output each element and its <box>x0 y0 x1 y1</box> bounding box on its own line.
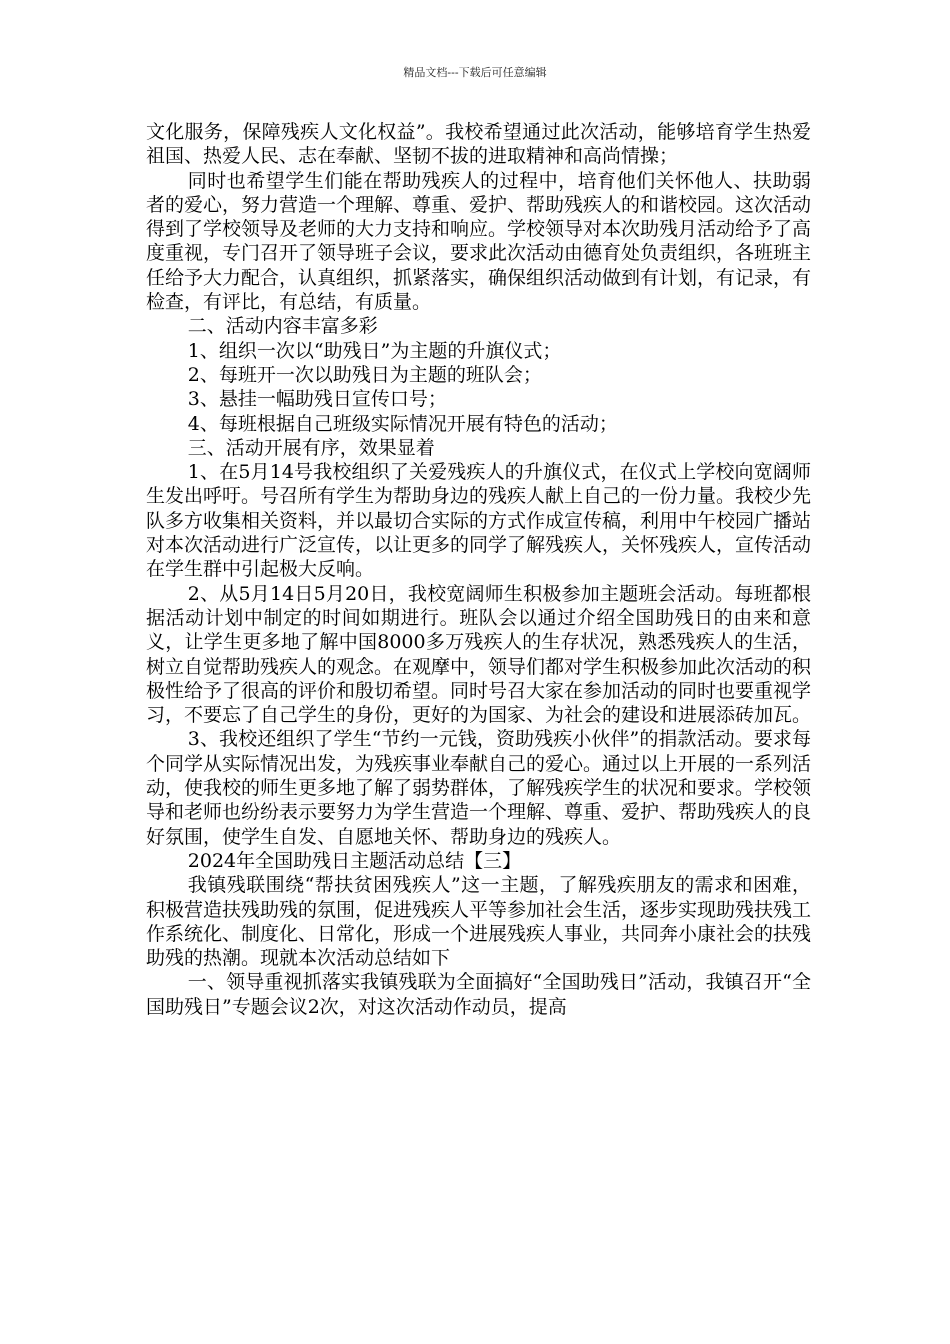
section-heading: 二、活动内容丰富多彩 <box>187 315 378 338</box>
section-heading: 三、活动开展有序，效果显着 <box>187 436 435 459</box>
paragraph: 3、我校还组织了学生“节约一元钱，资助残疾小伙伴”的捐款活动。要求每个同学从实际情况出发，为残疾事业奉献自己的爱心。通过以上开展的一系列活动，使我校的师生更多地了解了弱势群体，了解残疾学生的状况和要求。学校领导和老师也纷纷表示要努力为学生营造一个理解、尊重、爱护、帮助残疾人的良好氛围，使学生自发、自愿地关怀、帮助身边的残疾人。 <box>146 728 812 848</box>
paragraph: 同时也希望学生们能在帮助残疾人的过程中，培育他们关怀他人、扶助弱者的爱心，努力营造一个理解、尊重、爱护、帮助残疾人的和谐校园。这次活动得到了学校领导及老师的大力支持和响应。学校领导对本次助残月活动给予了高度重视，专门召开了领导班子会议，要求此次活动由德育处负责组织，各班班主任给予大力配合，认真组织，抓紧落实，确保组织活动做到有计划，有记录，有检查，有评比，有总结，有质量。 <box>146 169 812 314</box>
paragraph: 一、领导重视抓落实我镇残联为全面搞好“全国助残日”活动，我镇召开“全国助残日”专题会议2次，对这次活动作动员，提高 <box>146 971 811 1018</box>
paragraph: 文化服务，保障残疾人文化权益”。我校希望通过此次活动，能够培育学生热爱祖国、热爱人民、志在奉献、坚韧不拔的进取精神和高尚情操； <box>146 121 811 168</box>
paragraph: 1、在5月14号我校组织了关爱残疾人的升旗仪式，在仪式上学校向宽阔师生发出呼吁。号召所有学生为帮助身边的残疾人献上自己的一份力量。我校少先队多方收集相关资料，并以最切合实际的方式作成宣传稿，利用中午校园广播站对本次活动进行广泛宣传，以让更多的同学了解残疾人，关怀残疾人，宣传活动在学生群中引起极大反响。 <box>146 461 812 581</box>
section-title: 2024年全国助残日主题活动总结【三】 <box>187 849 522 872</box>
list-item: 2、每班开一次以助残日为主题的班队会； <box>187 363 542 386</box>
list-item: 4、每班根据自己班级实际情况开展有特色的活动； <box>187 412 618 435</box>
document-body <box>146 120 811 1019</box>
list-item: 3、悬挂一幅助残日宣传口号； <box>187 388 447 411</box>
list-item: 1、组织一次以“助残日”为主题的升旗仪式； <box>187 339 562 362</box>
paragraph: 我镇残联围绕“帮扶贫困残疾人”这一主题，了解残疾朋友的需求和困难，积极营造扶残助残的氛围，促进残疾人平等参加社会生活，逐步实现助残扶残工作系统化、制度化、日常化，形成一个进展残疾人事业，共同奔小康社会的扶残助残的热潮。现就本次活动总结如下 <box>146 874 812 970</box>
page-header: 精品文档---下载后可任意编辑 <box>403 66 547 79</box>
paragraph: 2、从5月14日5月20日，我校宽阔师生积极参加主题班会活动。每班都根据活动计划中制定的时间如期进行。班队会以通过介绍全国助残日的由来和意义，让学生更多地了解中国8000多万残疾人的生存状况，熟悉残疾人的生活，树立自觉帮助残疾人的观念。在观摩中，领导们都对学生积极参加此次活动的积极性给予了很高的评价和殷切希望。同时号召大家在参加活动的同时也要重视学习，不要忘了自己学生的身份，更好的为国家、为社会的建设和进展添砖加瓦。 <box>146 582 812 727</box>
